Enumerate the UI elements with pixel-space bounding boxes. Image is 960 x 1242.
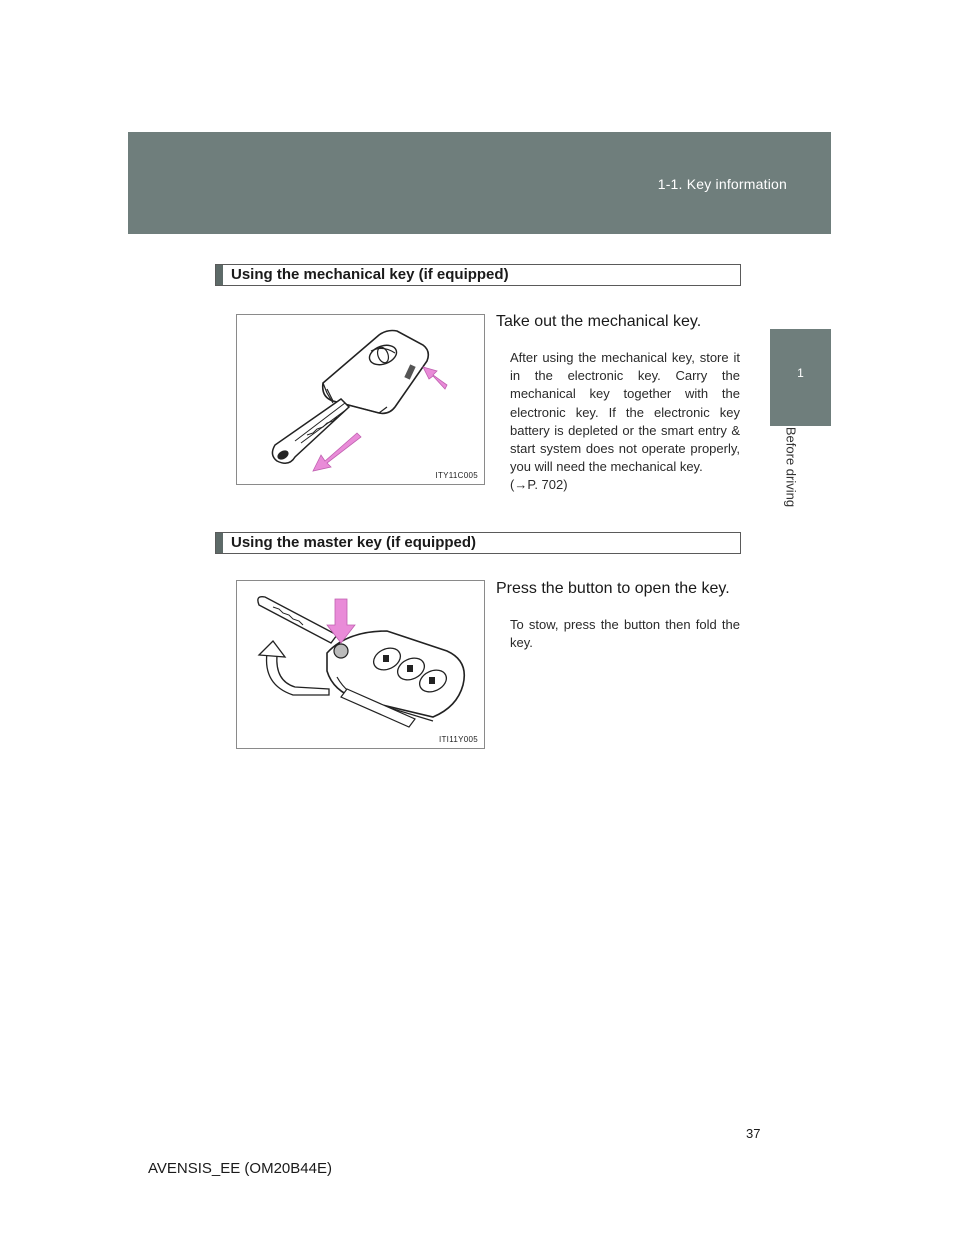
section-heading-text: Using the master key (if equipped)	[231, 534, 477, 551]
note-master-key	[510, 616, 740, 652]
chapter-tab	[770, 329, 831, 426]
footer-model-code: AVENSIS_EE (OM20B44E)	[148, 1160, 332, 1177]
chapter-label: Before driving	[783, 426, 799, 508]
section-heading-mechanical-key	[215, 264, 741, 286]
figure-mechanical-key	[236, 314, 485, 485]
page-number: 37	[746, 1126, 761, 1141]
smart-key-illustration	[237, 315, 484, 484]
chapter-label-wrap	[771, 426, 811, 508]
section-heading-master-key	[215, 532, 741, 554]
figure-code: ITY11C005	[435, 471, 478, 480]
section-heading-text: Using the mechanical key (if equipped)	[231, 266, 509, 283]
header-band	[128, 132, 831, 234]
running-header-section: 1-1. Key information	[657, 176, 787, 192]
chapter-number: 1	[797, 366, 804, 380]
instruction-press-button: Press the button to open the key.	[496, 580, 730, 597]
figure-master-key	[236, 580, 485, 749]
figure-code: ITI11Y005	[438, 735, 478, 744]
page-reference: (→P. 702)	[510, 477, 568, 493]
note-mechanical-key	[510, 349, 740, 495]
instruction-take-out-key: Take out the mechanical key.	[496, 313, 702, 330]
master-key-illustration	[237, 581, 484, 748]
note-text: After using the mechanical key, store it in the electronic key. Carry the mechanical key together with the electronic key. If the electronic key battery is depleted or the smart entry & start system does not operate properly, you will need the mechanical key.	[510, 350, 740, 475]
note-text: To stow, press the button then fold the key.	[510, 617, 740, 651]
